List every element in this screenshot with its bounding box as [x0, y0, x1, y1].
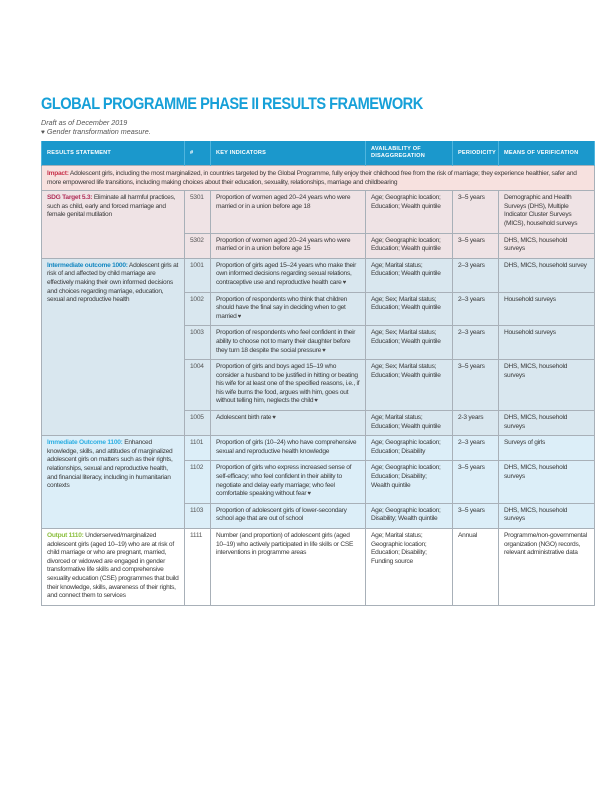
table-header-row [42, 141, 595, 166]
disaggregation: Age; Geographic location; Education; Disability; Wealth quintile [366, 461, 453, 503]
indicator-text: Number (and proportion) of adolescent girls (aged 10–19) who actively participated in life skills or CSE interventions in programme areas [216, 532, 354, 557]
table-row [42, 529, 595, 606]
legend [41, 127, 151, 137]
table-row [42, 436, 595, 461]
gender-transformation-icon: ♥ [322, 347, 326, 354]
indicator-text: Proportion of women aged 20–24 years who were married or in a union before age 15 [216, 236, 351, 253]
periodicity: 2–3 years [453, 292, 499, 326]
col-header-means-of-verification: MEANS OF VERIFICATION [499, 141, 595, 166]
disaggregation: Age; Sex; Marital status; Education; Wealth quintile [366, 360, 453, 411]
key-indicator [211, 411, 366, 436]
indicator-number: 1003 [185, 326, 211, 360]
key-indicator [211, 292, 366, 326]
means-of-verification: DHS, MICS, household surveys [499, 461, 595, 503]
results-framework-table [41, 141, 595, 606]
output-label: Output 1110: [47, 532, 84, 539]
indicator-number: 1111 [185, 529, 211, 606]
disaggregation: Age; Sex; Marital status; Education; Wealth quintile [366, 292, 453, 326]
document-meta [41, 118, 151, 137]
col-header-number: # [185, 141, 211, 166]
key-indicator [211, 191, 366, 233]
indicator-text: Proportion of girls who express increased sense of self-efficacy; who feel confident in their ability to negotiate and delay early marriage; who feel comfortable speaking without fear [216, 464, 352, 498]
table-row [42, 191, 595, 233]
disaggregation: Age; Geographic location; Education; Wealth quintile [366, 233, 453, 258]
periodicity: 3–5 years [453, 360, 499, 411]
indicator-number: 1002 [185, 292, 211, 326]
disaggregation: Age; Geographic location; Education; Wealth quintile [366, 191, 453, 233]
key-indicator [211, 326, 366, 360]
disaggregation: Age; Marital status; Geographic location; Education; Disability; Funding source [366, 529, 453, 606]
periodicity: 2–3 years [453, 258, 499, 292]
means-of-verification: Household surveys [499, 292, 595, 326]
intermediate-outcome-text: Adolescent girls at risk of and affected by child marriage are effectively making their own informed decisions and choices regarding marriage, education, sexual and reproductive health [47, 261, 179, 304]
indicator-number: 5301 [185, 191, 211, 233]
impact-row [42, 166, 595, 191]
immediate-outcome-text: Enhanced knowledge, skills, and attitudes of marginalized adolescent girls on matters such as their rights, relationships, sexual and reproductive health, and financial literacy, including in humanitarian contexts [47, 439, 173, 490]
page-title: GLOBAL PROGRAMME PHASE II RESULTS FRAMEWORK [41, 94, 423, 113]
col-header-results-statement: RESULTS STATEMENT [42, 141, 185, 166]
key-indicator [211, 360, 366, 411]
indicator-text: Proportion of girls aged 15–24 years who make their own informed decisions regarding sexual relations, contraceptive use and reproductive health care [216, 261, 357, 286]
col-header-disaggregation: AVAILABILITY OF DISAGGREGATION [366, 141, 453, 166]
means-of-verification: Surveys of girls [499, 436, 595, 461]
table-row [42, 258, 595, 292]
key-indicator [211, 529, 366, 606]
output-text: Underserved/marginalized adolescent girls (aged 10–19) who are at risk of child marriage or who are pregnant, married, divorced or widowed are engaged in gender transformative life skills and comprehensive sexuality education (CSE) programmes that build their knowledge, skills, awareness of their rights, and connect them to services [47, 532, 179, 600]
sdg-target-statement [42, 191, 185, 259]
indicator-text: Adolescent birth rate [216, 414, 272, 422]
intermediate-outcome-statement [42, 258, 185, 436]
periodicity: 3–5 years [453, 503, 499, 528]
gender-transformation-icon: ♥ [237, 313, 241, 320]
immediate-outcome-label: Immediate Outcome 1100: [47, 439, 123, 447]
periodicity: 2-3 years [453, 411, 499, 436]
means-of-verification: DHS, MICS, household surveys [499, 411, 595, 436]
gender-transformation-icon: ♥ [272, 415, 276, 422]
key-indicator [211, 461, 366, 503]
indicator-text: Proportion of adolescent girls of lower-secondary school age that are out of school [216, 506, 347, 523]
sdg-target-text: Eliminate all harmful practices, such as child, early and forced marriage and female genital mutilation [47, 194, 176, 219]
indicator-text: Proportion of women aged 20–24 years who were married or in a union before age 18 [216, 194, 351, 210]
indicator-text: Proportion of respondents who think that children should have the final say in deciding when to get married [216, 295, 348, 320]
output-statement [42, 529, 185, 606]
gender-transformation-icon: ♥ [342, 279, 346, 286]
periodicity: Annual [453, 529, 499, 606]
indicator-number: 5302 [185, 233, 211, 258]
indicator-number: 1001 [185, 258, 211, 292]
key-indicator [211, 436, 366, 461]
indicator-number: 1103 [185, 503, 211, 528]
indicator-number: 1004 [185, 360, 211, 411]
impact-statement [42, 166, 595, 191]
immediate-outcome-statement [42, 436, 185, 529]
indicator-number: 1005 [185, 411, 211, 436]
impact-text: Adolescent girls, including the most marginalized, in countries targeted by the Global Programme, fully enjoy their childhood free from the risk of marriage; they experience healthier, safer and more empowered life transitions, including making choices about their education, sexuality, relationships, marriage and childbearing [47, 170, 577, 186]
means-of-verification: Programme/non-governmental organization (NGO) records, relevant administrative data [499, 529, 595, 606]
col-header-key-indicators: KEY INDICATORS [211, 141, 366, 166]
means-of-verification: DHS, MICS, household surveys [499, 233, 595, 258]
indicator-number: 1102 [185, 461, 211, 503]
indicator-number: 1101 [185, 436, 211, 461]
disaggregation: Age; Sex; Marital status; Education; Wealth quintile [366, 326, 453, 360]
means-of-verification: Demographic and Health Surveys (DHS), Multiple Indicator Cluster Surveys (MICS), household surveys [499, 191, 595, 233]
means-of-verification: DHS, MICS, household surveys [499, 360, 595, 411]
periodicity: 2–3 years [453, 326, 499, 360]
indicator-text: Proportion of respondents who feel confident in their ability to choose not to marry their daughter before they turn 18 despite the social pressure [216, 329, 356, 354]
periodicity: 3–5 years [453, 191, 499, 233]
intermediate-outcome-label: Intermediate outcome 1000: [47, 261, 128, 269]
indicator-text: Proportion of girls and boys aged 15–19 who consider a husband to be justified in hitting or beating his wife for at least one of the specified reasons, i.e., if his wife burns the food, argues with him, goes out without telling him, neglects the child [216, 363, 360, 405]
periodicity: 2–3 years [453, 436, 499, 461]
gender-transformation-icon: ♥ [41, 129, 45, 136]
legend-text: Gender transformation measure. [46, 127, 151, 136]
disaggregation: Age; Marital status; Education; Wealth quintile [366, 258, 453, 292]
indicator-text: Proportion of girls (10–24) who have comprehensive sexual and reproductive health knowledge [216, 439, 357, 455]
impact-label: Impact: [47, 170, 69, 177]
col-header-periodicity: PERIODICITY [453, 141, 499, 166]
disaggregation: Age; Geographic location; Disability; Wealth quintile [366, 503, 453, 528]
key-indicator [211, 233, 366, 258]
sdg-target-label: SDG Target 5.3: [47, 194, 93, 202]
disaggregation: Age; Geographic location; Education; Disability [366, 436, 453, 461]
periodicity: 3–5 years [453, 233, 499, 258]
periodicity: 3–5 years [453, 461, 499, 503]
disaggregation: Age; Marital status; Education; Wealth quintile [366, 411, 453, 436]
means-of-verification: DHS, MICS, household surveys [499, 503, 595, 528]
key-indicator [211, 258, 366, 292]
gender-transformation-icon: ♥ [307, 491, 311, 498]
draft-note: Draft as of December 2019 [41, 118, 128, 127]
key-indicator [211, 503, 366, 528]
gender-transformation-icon: ♥ [314, 398, 318, 405]
means-of-verification: Household surveys [499, 326, 595, 360]
means-of-verification: DHS, MICS, household survey [499, 258, 595, 292]
